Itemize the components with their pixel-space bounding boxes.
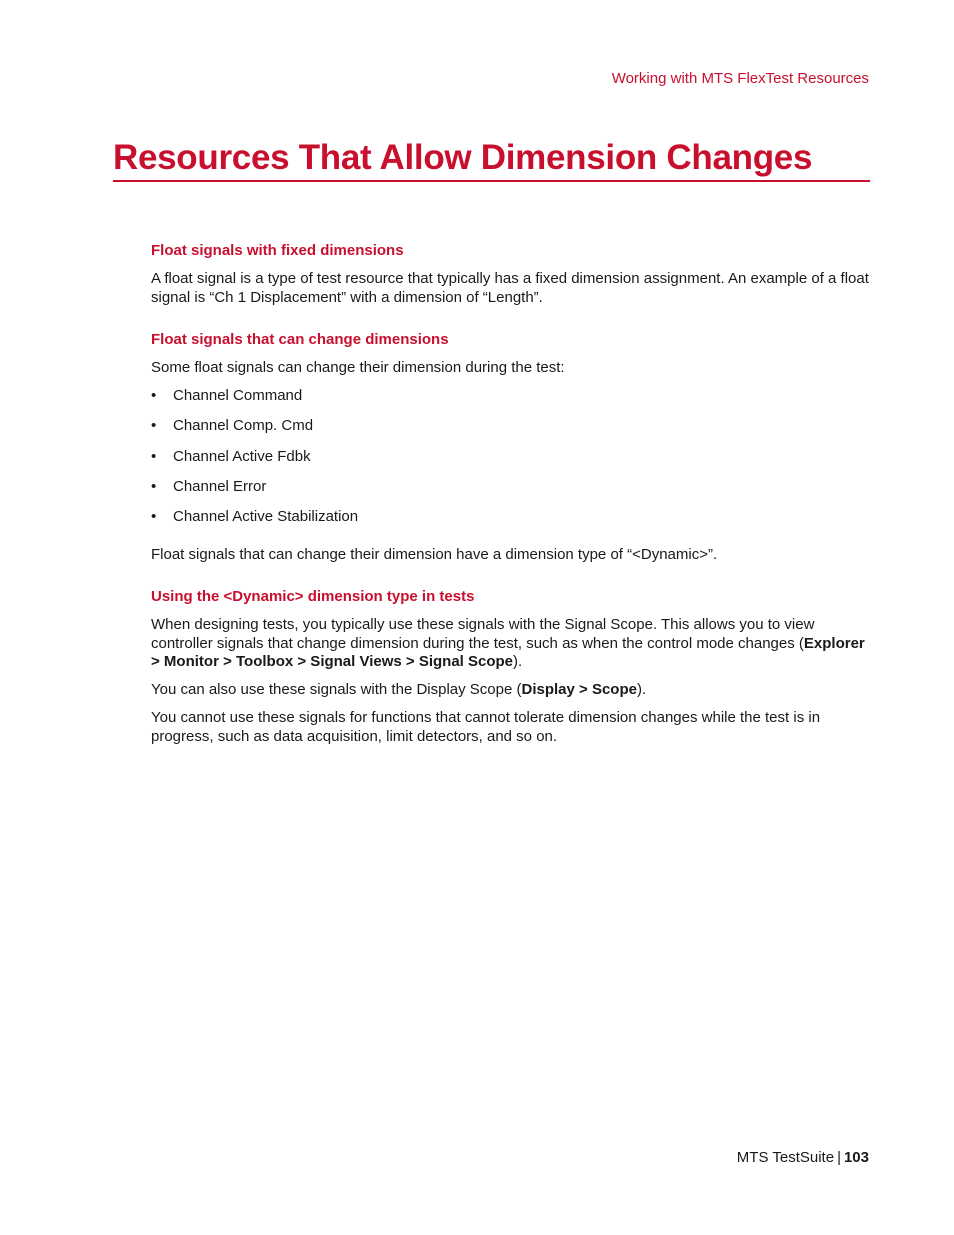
- footer-separator: |: [837, 1149, 841, 1166]
- paragraph-text: When designing tests, you typically use these signals with the Signal Scope. This allows you to view controller signals that change dimension during the test, such as when the control mode changes (: [151, 616, 815, 652]
- list-item-label: Channel Command: [173, 387, 303, 404]
- title-rule: [113, 180, 870, 182]
- list-item-label: Channel Active Fdbk: [173, 447, 311, 465]
- change-dimensions-intro: Some float signals can change their dimension during the test:: [151, 359, 565, 376]
- section-heading-fixed-dimensions: Float signals with fixed dimensions: [151, 242, 404, 259]
- section-heading-dynamic-type: Using the <Dynamic> dimension type in tests: [151, 588, 475, 605]
- dynamic-type-paragraph-1: [151, 616, 871, 672]
- page-footer: [737, 1149, 869, 1166]
- dynamic-type-paragraph-2: [151, 681, 871, 700]
- bullet-icon: •: [151, 477, 157, 495]
- paragraph-text-end: ).: [636, 681, 647, 698]
- list-item-label: Channel Error: [173, 477, 267, 495]
- menu-path: Explorer > Monitor > Toolbox > Signal Views > Signal Scope: [151, 634, 865, 670]
- bullet-icon: •: [151, 508, 157, 526]
- footer-product: MTS TestSuite: [736, 1149, 835, 1166]
- bullet-icon: •: [151, 417, 157, 435]
- page-title: Resources That Allow Dimension Changes: [113, 138, 813, 177]
- dynamic-type-paragraph-3: You cannot use these signals for functions that cannot tolerate dimension changes while the test is in progress, such as data acquisition, limit detectors, and so on.: [151, 709, 821, 745]
- section-heading-change-dimensions: Float signals that can change dimensions: [151, 331, 449, 348]
- running-header: Working with MTS FlexTest Resources: [611, 70, 869, 87]
- change-dimensions-outro: Float signals that can change their dimension have a dimension type of “<Dynamic>”.: [151, 546, 718, 563]
- menu-path: Display > Scope: [521, 681, 637, 698]
- page-number: 103: [843, 1149, 869, 1166]
- list-item-label: Channel Active Stabilization: [173, 508, 359, 526]
- bullet-icon: •: [151, 447, 157, 465]
- paragraph-text-end: ).: [513, 653, 523, 670]
- paragraph-text: You can also use these signals with the Display Scope (: [151, 681, 522, 698]
- bullet-icon: •: [151, 387, 157, 404]
- fixed-dimensions-paragraph: A float signal is a type of test resource that typically has a fixed dimension assignment. An example of a float signal is “Ch 1 Displacement” with a dimension of “Length”.: [151, 270, 869, 306]
- list-item-label: Channel Comp. Cmd: [173, 417, 314, 435]
